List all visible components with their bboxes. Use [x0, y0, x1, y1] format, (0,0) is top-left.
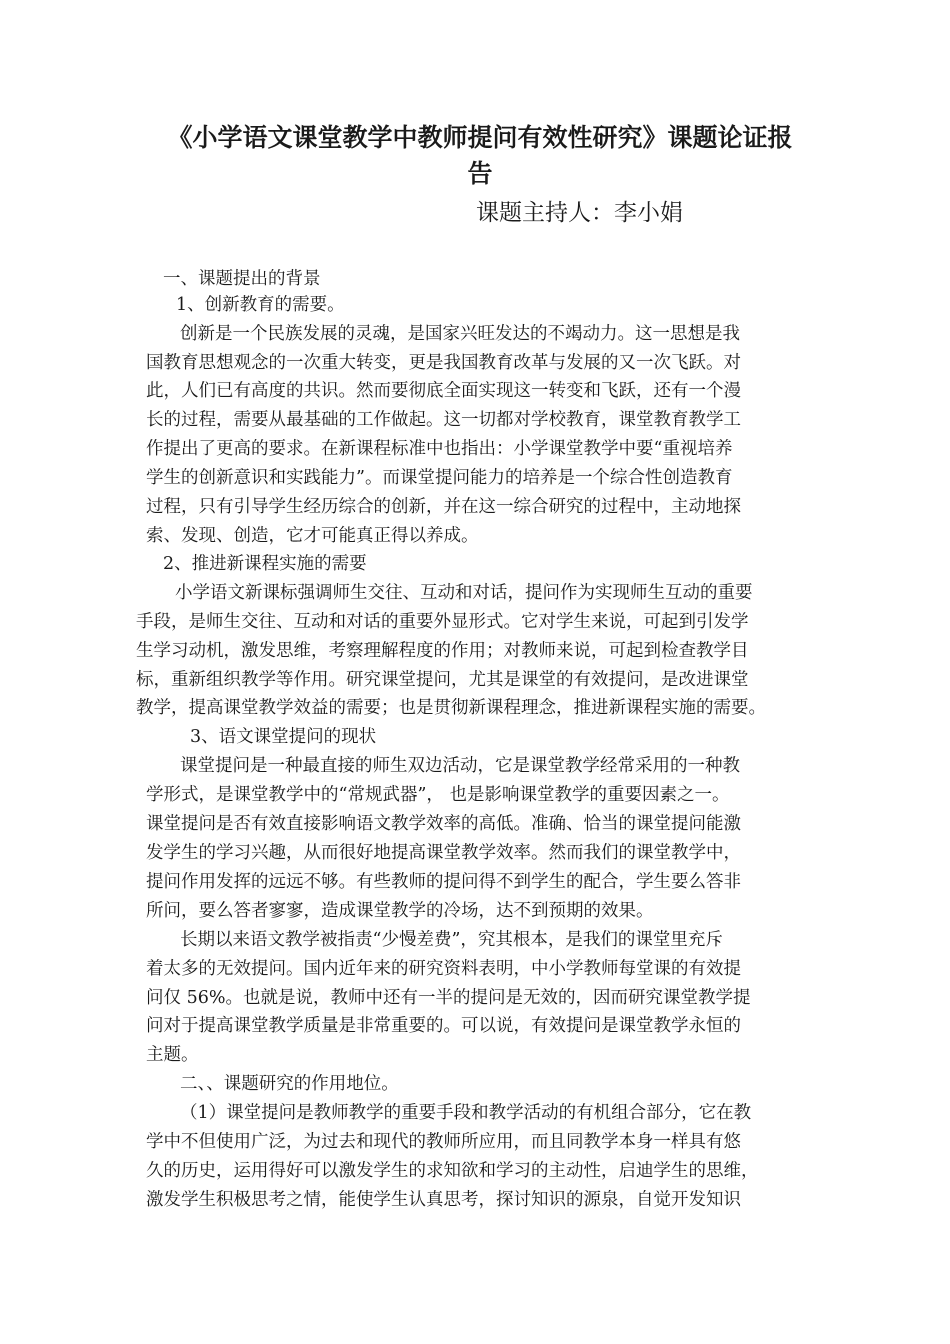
paragraph-line: 手段，是师生交往、互动和对话的重要外显形式。它对学生来说，可起到引发学 — [136, 612, 749, 632]
paragraph-line: 生学习动机，激发思维，考察理解程度的作用；对教师来说，可起到检查教学目 — [136, 641, 749, 661]
paragraph-line: 学生的创新意识和实践能力”。而课堂提问能力的培养是一个综合性创造教育 — [146, 468, 733, 488]
paragraph-line: 长期以来语文教学被指责“少慢差费”，究其根本，是我们的课堂里充斥 — [180, 930, 723, 950]
paragraph-line: 提问作用发挥的远远不够。有些教师的提问得不到学生的配合，学生要么答非 — [146, 872, 741, 892]
project-host: 课题主持人：李小娟 — [476, 200, 683, 226]
document-title — [150, 120, 810, 192]
paragraph-line: 小学语文新课标强调师生交往、互动和对话，提问作为实现师生互动的重要 — [175, 583, 753, 603]
paragraph-line: 国教育思想观念的一次重大转变，更是我国教育改革与发展的又一次飞跃。对 — [146, 353, 741, 373]
paragraph-line: 着太多的无效提问。国内近年来的研究资料表明，中小学教师每堂课的有效提 — [146, 959, 741, 979]
title-line-2: 告 — [467, 159, 493, 188]
paragraph-line: 作提出了更高的要求。在新课程标准中也指出：小学课堂教学中要“重视培养 — [146, 439, 733, 459]
paragraph-line: 发学生的学习兴趣，从而很好地提高课堂教学效率。然而我们的课堂教学中， — [146, 843, 741, 863]
paragraph-line: （1）课堂提问是教师教学的重要手段和教学活动的有机组合部分，它在教 — [180, 1103, 752, 1123]
title-line-1: 《小学语文课堂教学中教师提问有效性研究》课题论证报 — [167, 123, 793, 152]
subsection-heading: 3、语文课堂提问的现状 — [190, 727, 377, 747]
paragraph-line: 学形式，是课堂教学中的“常规武器”， 也是影响课堂教学的重要因素之一。 — [146, 785, 730, 805]
paragraph-line: 问对于提高课堂教学质量是非常重要的。可以说，有效提问是课堂教学永恒的 — [146, 1016, 741, 1036]
paragraph-line: 课堂提问是一种最直接的师生双边活动，它是课堂教学经常采用的一种教 — [180, 756, 740, 776]
paragraph-line: 课堂提问是否有效直接影响语文教学效率的高低。准确、恰当的课堂提问能激 — [146, 814, 741, 834]
paragraph-line: 问仅 56%。也就是说，教师中还有一半的提问是无效的，因而研究课堂教学提 — [146, 988, 751, 1008]
paragraph-line: 创新是一个民族发展的灵魂，是国家兴旺发达的不竭动力。这一思想是我 — [180, 324, 740, 344]
paragraph-line: 教学，提高课堂教学效益的需要；也是贯彻新课程理念，推进新课程实施的需要。 — [136, 698, 766, 718]
paragraph-line: 标，重新组织教学等作用。研究课堂提问，尤其是课堂的有效提问，是改进课堂 — [136, 670, 749, 690]
subsection-heading: 2、推进新课程实施的需要 — [163, 554, 367, 574]
subsection-heading: 1、创新教育的需要。 — [176, 295, 345, 315]
paragraph-line: 索、发现、创造，它才可能真正得以养成。 — [146, 526, 479, 546]
section-heading: 二、、课题研究的作用地位。 — [180, 1074, 399, 1094]
paragraph-line: 激发学生积极思考之情，能使学生认真思考，探讨知识的源泉，自觉开发知识 — [146, 1190, 741, 1210]
section-heading: 一、课题提出的背景 — [163, 269, 321, 289]
paragraph-line: 学中不但使用广泛，为过去和现代的教师所应用，而且同教学本身一样具有悠 — [146, 1132, 741, 1152]
paragraph-line: 过程，只有引导学生经历综合的创新，并在这一综合研究的过程中，主动地探 — [146, 497, 741, 517]
paragraph-line: 主题。 — [146, 1045, 199, 1065]
paragraph-line: 此，人们已有高度的共识。然而要彻底全面实现这一转变和飞跃，还有一个漫 — [146, 381, 741, 401]
paragraph-line: 所问，要么答者寥寥，造成课堂教学的冷场，达不到预期的效果。 — [146, 901, 654, 921]
paragraph-line: 长的过程，需要从最基础的工作做起。这一切都对学校教育，课堂教育教学工 — [146, 410, 741, 430]
paragraph-line: 久的历史，运用得好可以激发学生的求知欲和学习的主动性，启迪学生的思维， — [146, 1161, 759, 1181]
